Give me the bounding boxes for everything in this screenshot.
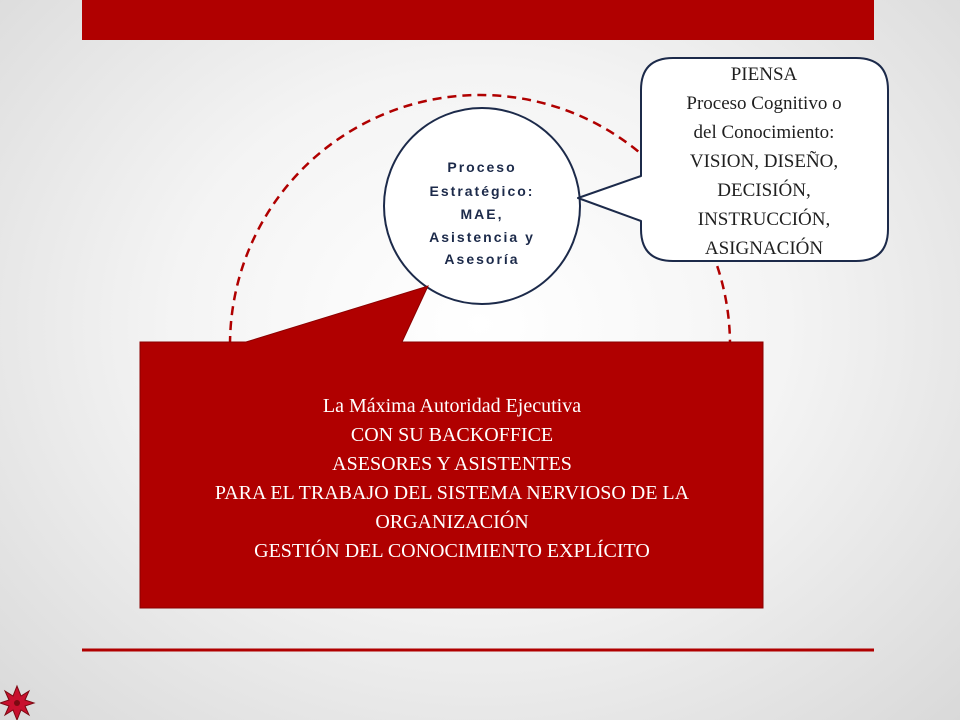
process-line-4: Asistencia y [429,229,535,245]
thought-line-7: ASIGNACIÓN [704,238,824,259]
thought-line-5: DECISIÓN, [717,180,811,201]
thought-line-6: INSTRUCCIÓN, [697,209,831,230]
top-banner [82,0,874,40]
main-line-4: PARA EL TRABAJO DEL SISTEMA NERVIOSO DE LA [214,482,690,504]
thought-line-3: del Conocimiento: [693,122,835,143]
red-star-burst-icon [0,686,34,720]
process-circle [384,108,580,304]
thought-line-4: VISION, DISEÑO, [689,151,839,172]
thought-line-2: Proceso Cognitivo o [686,93,842,114]
thought-line-1: PIENSA [730,64,798,85]
main-line-1: La Máxima Autoridad Ejecutiva [322,395,582,417]
main-line-3: ASESORES Y ASISTENTES [332,453,572,475]
process-line-1: Proceso [447,159,517,175]
main-line-5: ORGANIZACIÓN [375,511,529,533]
main-line-2: CON SU BACKOFFICE [350,424,554,446]
process-line-5: Asesoría [444,251,520,267]
thought-callout [578,58,888,261]
main-line-6: GESTIÓN DEL CONOCIMIENTO EXPLÍCITO [254,540,650,562]
process-line-2: Estratégico: [429,183,535,199]
main-callout [140,286,763,608]
process-line-3: MAE, [460,206,504,222]
